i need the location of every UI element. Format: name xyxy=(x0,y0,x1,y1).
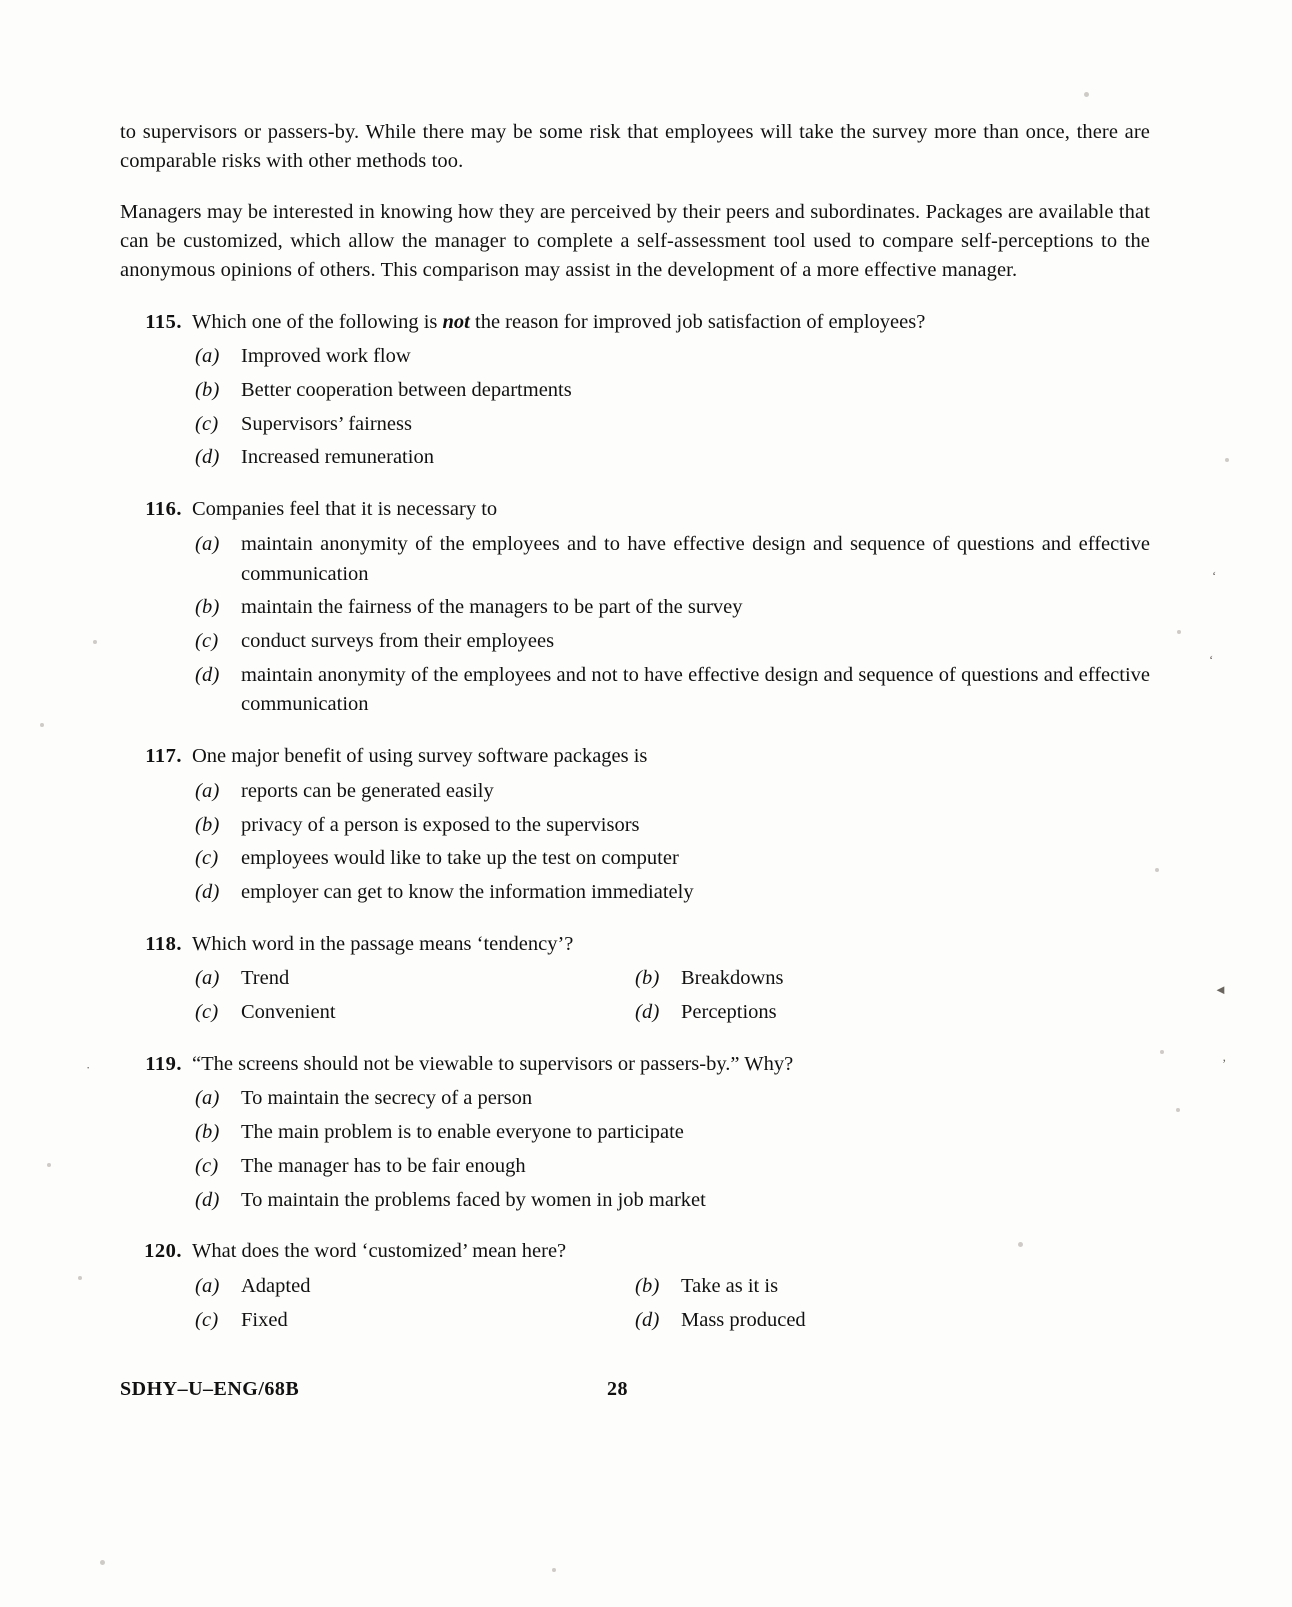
option-text: conduct surveys from their employees xyxy=(241,629,555,652)
question-text: What does the word ‘customized’ mean here? xyxy=(192,1240,567,1263)
option-item[interactable] xyxy=(120,627,1150,657)
option-label: (d) xyxy=(195,880,220,903)
option-label: (d) xyxy=(635,1308,660,1331)
option-item[interactable] xyxy=(120,1152,1150,1182)
option-row xyxy=(120,441,1150,475)
option-item[interactable] xyxy=(120,342,1150,372)
option-item[interactable] xyxy=(120,443,1150,473)
option-item[interactable] xyxy=(635,964,1150,994)
question-text xyxy=(192,308,1150,337)
option-text: Supervisors’ fairness xyxy=(241,412,412,435)
option-item[interactable] xyxy=(120,410,1150,440)
option-text: employer can get to know the information immediately xyxy=(241,880,694,903)
option-label: (d) xyxy=(635,1001,660,1024)
options-list xyxy=(120,528,1150,722)
options-list xyxy=(120,1270,1150,1337)
option-label: (b) xyxy=(195,596,220,619)
option-text: The main problem is to enable everyone to participate xyxy=(241,1121,684,1144)
option-text: privacy of a person is exposed to the supervisors xyxy=(241,813,640,836)
option-text: Adapted xyxy=(241,1275,311,1298)
option-item[interactable] xyxy=(120,878,1150,908)
page-number: 28 xyxy=(607,1378,628,1400)
passage-paragraph-2: Managers may be interested in knowing how they are perceived by their peers and subordinates. Packages are available that can be customized, which allow the manager to complete a self-assessment tool used to compare self-perceptions to the anonymous opinions of others. This comparison may assist in the development of a more effective manager. xyxy=(120,201,1150,282)
option-label: (a) xyxy=(195,1087,220,1110)
option-label: (a) xyxy=(195,345,220,368)
option-label: (d) xyxy=(195,446,220,469)
scan-speck xyxy=(47,1163,51,1167)
option-item[interactable] xyxy=(120,1306,635,1336)
scan-mark: ʻ xyxy=(1212,568,1217,583)
paper-code: SDHY–U–ENG/68B xyxy=(120,1378,300,1400)
option-item[interactable] xyxy=(120,1272,635,1302)
option-text: Increased remuneration xyxy=(241,446,434,469)
question-number: 115. xyxy=(145,310,182,333)
option-item[interactable] xyxy=(635,1272,1150,1302)
question-block xyxy=(120,1237,1150,1337)
option-row xyxy=(120,962,1150,996)
option-text: maintain the fairness of the managers to be part of the survey xyxy=(241,596,743,619)
option-row xyxy=(120,1082,1150,1116)
options-list xyxy=(120,1082,1150,1217)
question-heading xyxy=(120,930,1150,959)
option-label: (c) xyxy=(195,847,219,870)
option-label: (d) xyxy=(195,1188,220,1211)
option-row xyxy=(120,809,1150,843)
option-label: (b) xyxy=(195,378,220,401)
scan-mark: ʼ xyxy=(1222,1056,1227,1071)
question-block xyxy=(120,1050,1150,1218)
option-text: Better cooperation between departments xyxy=(241,378,572,401)
option-text: Mass produced xyxy=(681,1308,806,1331)
option-row xyxy=(120,876,1150,910)
scan-speck xyxy=(1160,1050,1164,1054)
option-item[interactable] xyxy=(120,1186,1150,1216)
option-text: To maintain the secrecy of a person xyxy=(241,1087,533,1110)
option-item[interactable] xyxy=(120,964,635,994)
scan-speck xyxy=(1084,92,1089,97)
option-row xyxy=(120,591,1150,625)
option-row xyxy=(120,659,1150,722)
scan-mark: ʻ xyxy=(1209,652,1214,667)
question-heading xyxy=(120,1050,1150,1079)
option-label: (a) xyxy=(195,967,220,990)
option-item[interactable] xyxy=(120,844,1150,874)
question-emphasis: not xyxy=(442,310,470,333)
option-row xyxy=(120,1270,1150,1304)
option-text: Improved work flow xyxy=(241,345,411,368)
question-block xyxy=(120,742,1150,910)
question-heading xyxy=(120,495,1150,524)
question-text: Which word in the passage means ‘tendency’? xyxy=(192,932,574,955)
option-item[interactable] xyxy=(120,661,1150,720)
scan-speck xyxy=(552,1568,556,1572)
option-item[interactable] xyxy=(120,376,1150,406)
question-heading xyxy=(120,308,1150,337)
scan-speck xyxy=(1155,868,1159,872)
option-text: Trend xyxy=(241,967,290,990)
option-text: The manager has to be fair enough xyxy=(241,1154,526,1177)
scan-speck xyxy=(1177,630,1181,634)
scan-mark: ◄ xyxy=(1214,982,1227,997)
option-label: (d) xyxy=(195,663,220,686)
page-content xyxy=(120,118,1150,1357)
question-number: 117. xyxy=(145,745,182,768)
page-footer xyxy=(120,1378,1150,1401)
question-number: 120. xyxy=(144,1240,182,1263)
question-number: 116. xyxy=(145,498,182,521)
option-text: Breakdowns xyxy=(681,967,784,990)
question-block xyxy=(120,308,1150,476)
scan-mark: · xyxy=(86,1060,91,1075)
option-item[interactable] xyxy=(120,811,1150,841)
option-row xyxy=(120,1150,1150,1184)
option-label: (b) xyxy=(195,1121,220,1144)
scan-speck xyxy=(93,640,97,644)
question-block xyxy=(120,495,1150,722)
option-text: maintain anonymity of the employees and to have effective design and sequence of questions and effective communication xyxy=(241,532,1150,585)
option-label: (c) xyxy=(195,1154,219,1177)
option-row xyxy=(120,408,1150,442)
option-item[interactable] xyxy=(120,593,1150,623)
option-label: (c) xyxy=(195,1308,219,1331)
options-list xyxy=(120,340,1150,475)
option-label: (a) xyxy=(195,1275,220,1298)
question-text-before: Which one of the following is xyxy=(192,310,443,333)
scan-speck xyxy=(1225,458,1229,462)
scan-speck xyxy=(1176,1108,1180,1112)
question-text: Companies feel that it is necessary to xyxy=(192,498,498,521)
option-text: Fixed xyxy=(241,1308,288,1331)
question-heading xyxy=(120,1237,1150,1266)
option-label: (c) xyxy=(195,1001,219,1024)
option-item[interactable] xyxy=(120,777,1150,807)
scan-speck xyxy=(78,1276,82,1280)
option-row xyxy=(120,1116,1150,1150)
options-list xyxy=(120,775,1150,910)
option-label: (b) xyxy=(635,967,660,990)
question-heading xyxy=(120,742,1150,771)
option-text: Convenient xyxy=(241,1001,336,1024)
option-label: (a) xyxy=(195,532,220,555)
question-number: 119. xyxy=(145,1052,182,1075)
option-label: (b) xyxy=(635,1275,660,1298)
option-item[interactable] xyxy=(120,1118,1150,1148)
options-list xyxy=(120,962,1150,1029)
passage-paragraph-1: to supervisors or passers-by. While there may be some risk that employees will take the survey more than once, there are comparable risks with other methods too. xyxy=(120,121,1150,173)
option-item[interactable] xyxy=(120,530,1150,589)
option-label: (b) xyxy=(195,813,220,836)
option-row xyxy=(120,625,1150,659)
option-text: employees would like to take up the test on computer xyxy=(241,847,679,870)
scan-speck xyxy=(40,723,44,727)
option-item[interactable] xyxy=(120,998,635,1028)
option-row xyxy=(120,1304,1150,1338)
option-label: (a) xyxy=(195,779,220,802)
option-text: To maintain the problems faced by women in job market xyxy=(241,1188,706,1211)
question-text-after: the reason for improved job satisfaction of employees? xyxy=(469,310,926,333)
option-row xyxy=(120,1184,1150,1218)
scan-speck xyxy=(100,1560,105,1565)
question-text: “The screens should not be viewable to supervisors or passers-by.” Why? xyxy=(192,1052,794,1075)
option-row xyxy=(120,842,1150,876)
option-label: (c) xyxy=(195,629,219,652)
question-number: 118. xyxy=(145,932,182,955)
option-row xyxy=(120,374,1150,408)
option-item[interactable] xyxy=(635,1306,1150,1336)
option-row xyxy=(120,996,1150,1030)
option-text: Perceptions xyxy=(681,1001,777,1024)
option-text: reports can be generated easily xyxy=(241,779,494,802)
question-block xyxy=(120,930,1150,1030)
option-text: maintain anonymity of the employees and not to have effective design and sequence of questions and effective communication xyxy=(241,663,1150,716)
option-item[interactable] xyxy=(635,998,1150,1028)
option-row xyxy=(120,340,1150,374)
question-text: One major benefit of using survey software packages is xyxy=(192,745,648,768)
option-row xyxy=(120,528,1150,591)
option-text: Take as it is xyxy=(681,1275,779,1298)
option-row xyxy=(120,775,1150,809)
option-label: (c) xyxy=(195,412,219,435)
option-item[interactable] xyxy=(120,1084,1150,1114)
